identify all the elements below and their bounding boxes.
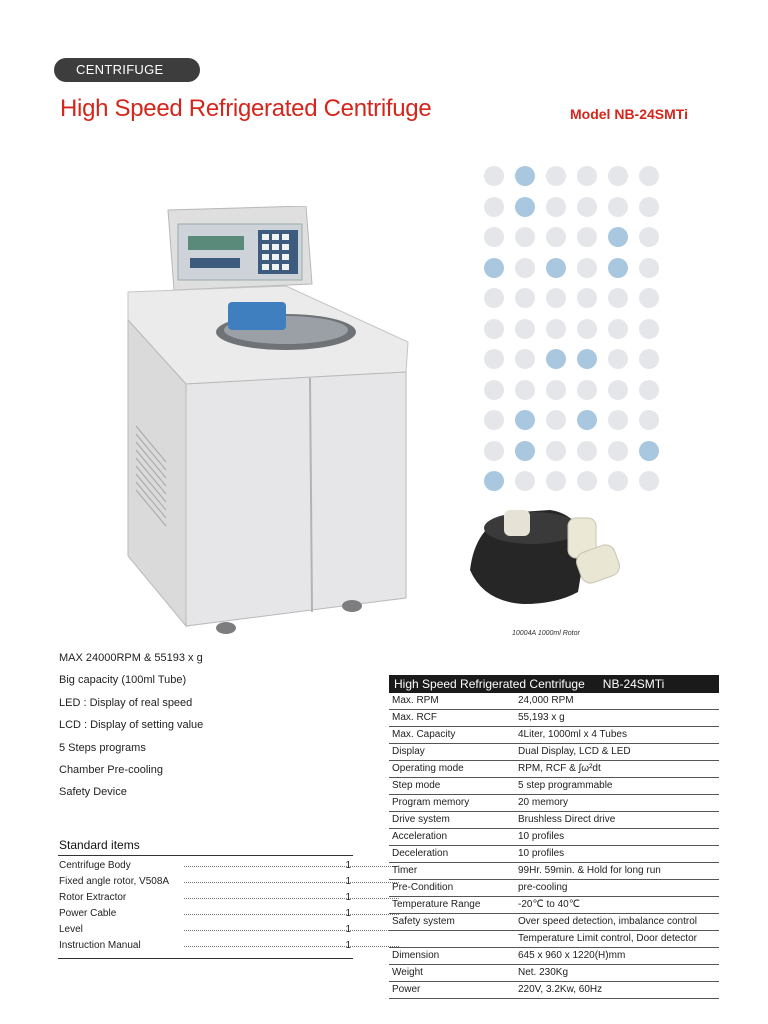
spec-row (389, 829, 719, 846)
item-qty: 1 (345, 924, 351, 935)
decorative-dot (577, 288, 597, 308)
item-qty: 1 (345, 908, 351, 919)
decorative-dot (639, 441, 659, 461)
standard-item-row (59, 938, 351, 954)
decorative-dot (608, 380, 628, 400)
spec-value: Dual Display, LCD & LED (518, 746, 631, 757)
spec-value: Over speed detection, imbalance control (518, 916, 697, 927)
feature-item: 5 Steps programs (59, 741, 146, 754)
feature-item: LCD : Display of setting value (59, 719, 204, 732)
spec-key: Drive system (392, 814, 450, 825)
item-qty: 1 (345, 860, 351, 871)
decorative-dot (608, 288, 628, 308)
decorative-dot (577, 258, 597, 278)
page-title: High Speed Refrigerated Centrifuge (60, 95, 432, 122)
decorative-dot (577, 380, 597, 400)
decorative-dot (546, 197, 566, 217)
decorative-dot (484, 410, 504, 430)
spec-row (389, 897, 719, 914)
spec-row (389, 846, 719, 863)
spec-key: Safety system (392, 916, 455, 927)
decorative-dot (546, 471, 566, 491)
decorative-dot (608, 227, 628, 247)
spec-key: Power (392, 984, 421, 995)
spec-value: Net. 230Kg (518, 967, 569, 978)
decorative-dot (608, 197, 628, 217)
item-name: Centrifuge Body (59, 860, 131, 871)
category-tag: CENTRIFUGE (54, 58, 200, 82)
decorative-dot (515, 380, 535, 400)
spec-key: Max. RPM (392, 695, 439, 706)
item-qty: 1 (345, 892, 351, 903)
feature-item: MAX 24000RPM & 55193 x g (59, 652, 203, 664)
decorative-dot (577, 349, 597, 369)
standard-items-title: Standard items (59, 838, 140, 852)
spec-row (389, 795, 719, 812)
dotted-leader (184, 866, 399, 867)
standard-item-row (59, 858, 351, 874)
decorative-dot (546, 349, 566, 369)
dotted-leader (184, 930, 399, 931)
decorative-dot (608, 410, 628, 430)
rotor-caption: 10004A 1000ml Rotor (512, 630, 580, 637)
decorative-dot (515, 319, 535, 339)
spec-value: Temperature Limit control, Door detector (518, 933, 697, 944)
decorative-dot (577, 410, 597, 430)
centrifuge-product-image (126, 206, 416, 638)
standard-item-row (59, 906, 351, 922)
decorative-dot (546, 319, 566, 339)
decorative-dot (484, 349, 504, 369)
decorative-dot (515, 197, 535, 217)
decorative-dot (546, 380, 566, 400)
decorative-dot (546, 227, 566, 247)
spec-row (389, 880, 719, 897)
feature-item: Safety Device (59, 786, 127, 799)
spec-table-header (389, 675, 719, 693)
decorative-dot (515, 410, 535, 430)
spec-row (389, 948, 719, 965)
decorative-dot (484, 380, 504, 400)
decorative-dot (639, 471, 659, 491)
spec-key: Dimension (392, 950, 440, 961)
decorative-dot (577, 319, 597, 339)
decorative-dot (484, 471, 504, 491)
decorative-dot (546, 410, 566, 430)
spec-table (389, 675, 719, 999)
decorative-dot (577, 471, 597, 491)
spec-table-model: NB-24SMTi (602, 677, 665, 691)
spec-key: Temperature Range (392, 899, 481, 910)
feature-item: Chamber Pre-cooling (59, 763, 163, 776)
item-name: Power Cable (59, 908, 117, 919)
spec-key: Display (392, 746, 425, 757)
spec-value: 4Liter, 1000ml x 4 Tubes (518, 729, 627, 740)
decorative-dot (546, 441, 566, 461)
decorative-dot (484, 288, 504, 308)
spec-row (389, 761, 719, 778)
decorative-dot (546, 166, 566, 186)
model-number: Model NB-24SMTi (570, 106, 688, 122)
spec-key: Program memory (392, 797, 470, 808)
spec-row (389, 914, 719, 931)
decorative-dot (639, 288, 659, 308)
decorative-dot (639, 349, 659, 369)
spec-value: 99Hr. 59min. & Hold for long run (518, 865, 661, 876)
item-name: Rotor Extractor (59, 892, 127, 903)
spec-key: Timer (392, 865, 418, 876)
item-name: Fixed angle rotor, V508A (59, 876, 170, 887)
decorative-dot (577, 227, 597, 247)
spec-value: 24,000 RPM (518, 695, 574, 706)
spec-table-title: High Speed Refrigerated Centrifuge (394, 677, 585, 691)
decorative-dot (608, 258, 628, 278)
dotted-leader (184, 946, 399, 947)
decorative-dot (608, 471, 628, 491)
spec-value: 220V, 3.2Kw, 60Hz (518, 984, 603, 995)
item-qty: 1 (345, 876, 351, 887)
decorative-dot (515, 471, 535, 491)
decorative-dot (515, 288, 535, 308)
decorative-dot (484, 197, 504, 217)
spec-row (389, 863, 719, 880)
decorative-dot (639, 227, 659, 247)
decorative-dot (484, 441, 504, 461)
decorative-dot (484, 258, 504, 278)
spec-row (389, 744, 719, 761)
standard-item-row (59, 890, 351, 906)
spec-row (389, 693, 719, 710)
spec-key: Deceleration (392, 848, 449, 859)
decorative-dot (546, 258, 566, 278)
spec-value: -20℃ to 40℃ (518, 899, 580, 910)
spec-row (389, 710, 719, 727)
feature-item: LED : Display of real speed (59, 696, 193, 709)
spec-row (389, 778, 719, 795)
spec-key: Step mode (392, 780, 441, 791)
spec-value: 10 profiles (518, 831, 565, 842)
decorative-dot (639, 410, 659, 430)
divider (58, 855, 353, 856)
decorative-dot (639, 166, 659, 186)
decorative-dot (608, 441, 628, 461)
spec-row (389, 931, 719, 948)
decorative-dot (546, 288, 566, 308)
spec-value: 20 memory (518, 797, 569, 808)
spec-value: 645 x 960 x 1220(H)mm (518, 950, 626, 961)
decorative-dot (484, 319, 504, 339)
decorative-dot (577, 197, 597, 217)
dotted-leader (184, 898, 399, 899)
decorative-dot (608, 166, 628, 186)
decorative-dot (639, 258, 659, 278)
decorative-dot (639, 319, 659, 339)
item-qty: 1 (345, 940, 351, 951)
spec-key: Pre-Condition (392, 882, 454, 893)
spec-value: 55,193 x g (518, 712, 565, 723)
divider (58, 958, 353, 959)
spec-value: RPM, RCF & ∫ω²dt (518, 763, 601, 774)
spec-value: 10 profiles (518, 848, 565, 859)
decorative-dot (515, 441, 535, 461)
spec-key: Acceleration (392, 831, 448, 842)
item-name: Level (59, 924, 83, 935)
decorative-dot (515, 258, 535, 278)
decorative-dot (577, 166, 597, 186)
decorative-dot (639, 380, 659, 400)
item-name: Instruction Manual (59, 940, 141, 951)
dotted-leader (184, 914, 399, 915)
spec-row (389, 812, 719, 829)
decorative-dot (608, 349, 628, 369)
spec-key: Weight (392, 967, 423, 978)
spec-value: pre-cooling (518, 882, 568, 893)
spec-value: Brushless Direct drive (518, 814, 616, 825)
decorative-dot (639, 197, 659, 217)
dotted-leader (184, 882, 399, 883)
decorative-dot (484, 227, 504, 247)
standard-item-row (59, 922, 351, 938)
spec-row (389, 727, 719, 744)
spec-key: Max. Capacity (392, 729, 456, 740)
spec-key: Operating mode (392, 763, 464, 774)
spec-value: 5 step programmable (518, 780, 613, 791)
feature-item: Big capacity (100ml Tube) (59, 674, 187, 687)
spec-key: Max. RCF (392, 712, 437, 723)
decorative-dot (484, 166, 504, 186)
rotor-image (460, 500, 630, 620)
feature-list (59, 652, 203, 809)
spec-row (389, 982, 719, 999)
decorative-dot (515, 227, 535, 247)
decorative-dot (515, 349, 535, 369)
decorative-dot (577, 441, 597, 461)
decorative-dot (608, 319, 628, 339)
decorative-dot (515, 166, 535, 186)
standard-item-row (59, 874, 351, 890)
spec-row (389, 965, 719, 982)
